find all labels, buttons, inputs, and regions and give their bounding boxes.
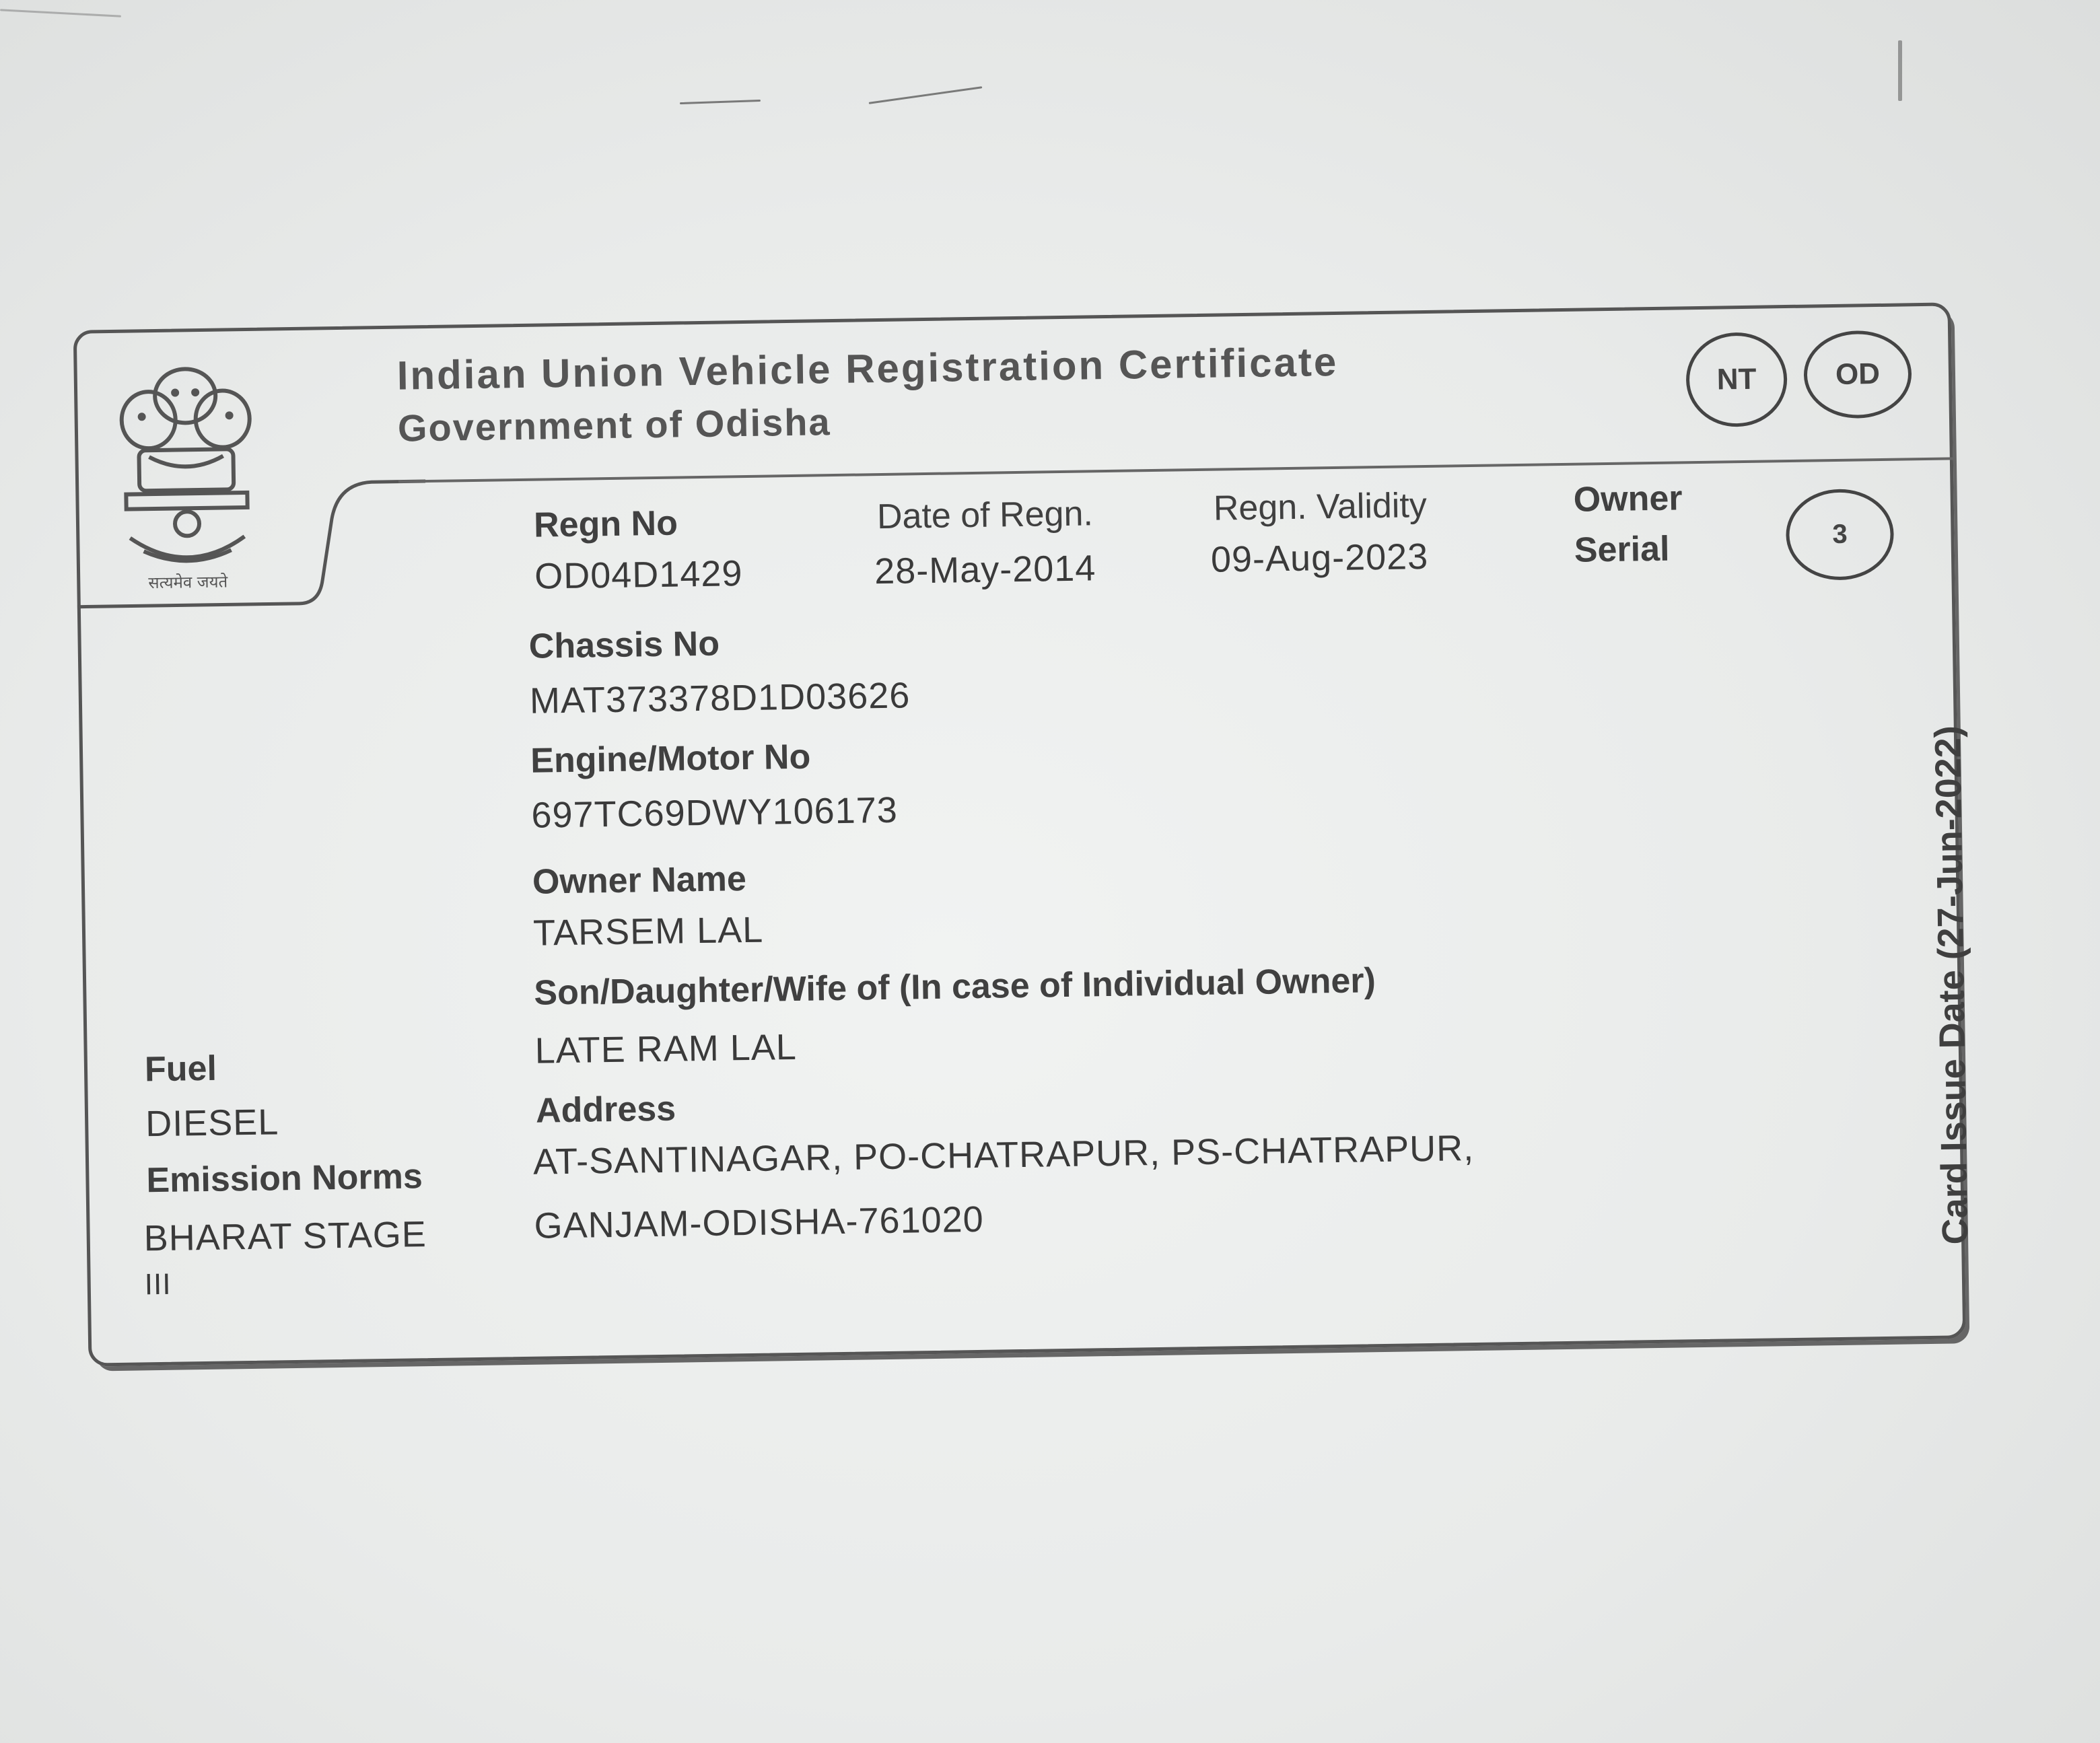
engine-label: Engine/Motor No [530, 737, 811, 781]
header-divider-curve [75, 477, 427, 610]
fuel-label: Fuel [144, 1048, 217, 1090]
address-line-2: GANJAM-ODISHA-761020 [534, 1199, 985, 1246]
regn-validity-value: 09-Aug-2023 [1210, 536, 1429, 580]
stray-mark [869, 86, 983, 104]
regn-date-value: 28-May-2014 [874, 548, 1096, 592]
fuel-value: DIESEL [145, 1102, 279, 1145]
owner-serial-label: Owner [1573, 478, 1683, 520]
address-label: Address [535, 1089, 676, 1131]
stray-mark [680, 100, 761, 104]
emission-value-2: III [144, 1267, 172, 1302]
owner-serial-value: 3 [1786, 489, 1895, 581]
stray-mark [0, 9, 121, 17]
owner-name-label: Owner Name [532, 859, 747, 902]
relation-label: Son/Daughter/Wife of (In case of Individual Owner) [533, 961, 1376, 1013]
card-issue-date: Card Issue Date (27-Jun-2022) [1927, 725, 1976, 1245]
engine-value: 697TC69DWY106173 [531, 789, 899, 836]
emission-label: Emission Norms [146, 1157, 423, 1201]
relation-value: LATE RAM LAL [534, 1026, 798, 1071]
certificate-title: Indian Union Vehicle Registration Certificate [396, 339, 1339, 398]
regn-date-label: Date of Regn. [876, 494, 1094, 537]
chassis-label: Chassis No [528, 624, 720, 666]
stray-mark [1898, 40, 1902, 101]
regn-no-value: OD04D1429 [534, 553, 743, 597]
address-line-1: AT-SANTINAGAR, PO-CHATRAPUR, PS-CHATRAPUR, [532, 1128, 1475, 1182]
emission-value-1: BHARAT STAGE [143, 1214, 427, 1259]
nt-seal: NT [1685, 332, 1788, 427]
issuing-authority: Government of Odisha [397, 400, 831, 450]
chassis-value: MAT373378D1D03626 [529, 675, 911, 721]
registration-card [73, 302, 1976, 1366]
owner-name-value: TARSEM LAL [532, 909, 764, 954]
regn-no-label: Regn No [533, 503, 678, 545]
regn-validity-label: Regn. Validity [1213, 485, 1428, 528]
svg-text:सत्यमेव जयते: सत्यमेव जयते [148, 572, 228, 593]
owner-serial-label-2: Serial [1574, 529, 1670, 570]
od-seal: OD [1803, 330, 1912, 419]
